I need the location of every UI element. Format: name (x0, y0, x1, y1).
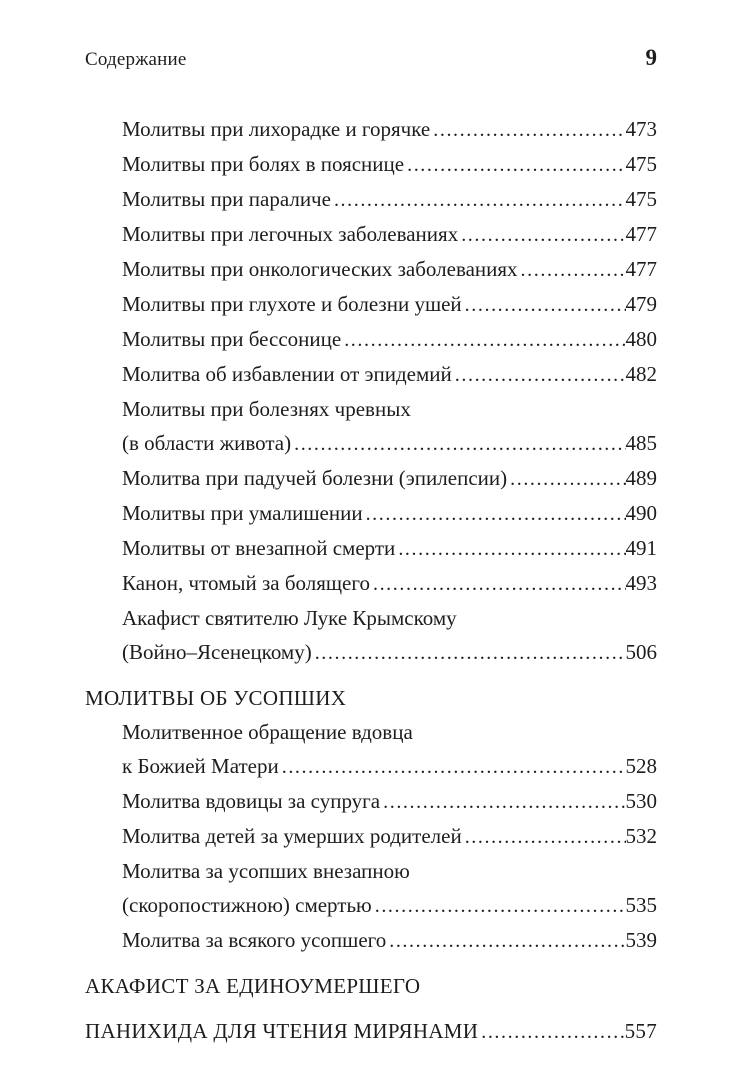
dot-leader (521, 252, 626, 287)
toc-entry-title: Акафист святителю Луке Крымскому (122, 606, 457, 630)
toc-page-number: 535 (625, 893, 657, 917)
toc-page-number: 528 (625, 754, 657, 778)
dot-leader (366, 496, 626, 531)
toc-entry (85, 392, 657, 461)
toc-entry (85, 252, 657, 287)
toc-entry-title: Молитва за всякого усопшего (122, 928, 387, 952)
dot-leader (389, 923, 625, 958)
toc-entry-line (122, 784, 657, 819)
toc-entry (85, 854, 657, 923)
toc-page-number: 479 (625, 292, 657, 316)
toc-page-number: 482 (625, 362, 657, 386)
dot-leader (510, 461, 625, 496)
toc-entry-line (122, 322, 657, 357)
page-number: 9 (645, 45, 657, 70)
toc-entry-title: МОЛИТВЫ ОБ УСОПШИХ (85, 686, 347, 710)
toc-page-number: 490 (625, 501, 657, 525)
toc-entry-line (122, 635, 657, 670)
dot-leader (383, 784, 625, 819)
toc-entry-line (122, 854, 657, 888)
toc-entry-title: Молитвенное обращение вдовца (122, 720, 413, 744)
toc-entry-title: Молитва об избавлении от эпидемий (122, 362, 452, 386)
dot-leader (373, 566, 626, 601)
toc-entry-title: ПАНИХИДА ДЛЯ ЧТЕНИЯ МИРЯНАМИ (85, 1019, 479, 1043)
toc-entry-title: Молитвы при параличе (122, 187, 331, 211)
toc-entry-line (122, 217, 657, 252)
toc-entry (85, 923, 657, 958)
toc-entry (85, 601, 657, 670)
toc-entry-line (122, 819, 657, 854)
dot-leader (294, 426, 625, 461)
toc-entry (85, 182, 657, 217)
toc-entry-line (122, 182, 657, 217)
toc-entry-line (122, 426, 657, 461)
toc-entry-title: Молитва за усопших внезапною (122, 859, 410, 883)
toc-entry-title: Молитва при падучей болезни (эпилепсии) (122, 466, 508, 490)
toc-entry (85, 461, 657, 496)
contents-heading: Содержание (85, 49, 187, 70)
toc-entry-line (122, 566, 657, 601)
toc-section-header (85, 681, 657, 715)
toc-page-number: 477 (625, 222, 657, 246)
dot-leader (375, 888, 626, 923)
toc-entry-title: Молитвы при умалишении (122, 501, 363, 525)
toc-list (85, 112, 657, 1049)
dot-leader (455, 357, 626, 392)
toc-entry-title: Молитвы при лихорадке и горячке (122, 117, 431, 141)
toc-entry-line (122, 496, 657, 531)
dot-leader (282, 749, 626, 784)
dot-leader (344, 322, 625, 357)
toc-entry-title: Молитва вдовицы за супруга (122, 789, 381, 813)
toc-entry-line (122, 461, 657, 496)
toc-entry-line (85, 681, 657, 715)
toc-entry-title: Молитва детей за умерших родителей (122, 824, 462, 848)
toc-entry-line (122, 749, 657, 784)
toc-entry-title: Молитвы при болях в пояснице (122, 152, 405, 176)
dot-leader (465, 819, 626, 854)
dot-leader (398, 531, 625, 566)
toc-entry-line (122, 531, 657, 566)
toc-entry (85, 217, 657, 252)
toc-page-number: 539 (625, 928, 657, 952)
toc-entry (85, 566, 657, 601)
toc-page-number: 530 (625, 789, 657, 813)
toc-entry-line (122, 888, 657, 923)
dot-leader (334, 182, 626, 217)
toc-page-number: 475 (625, 152, 657, 176)
toc-entry-line (85, 969, 657, 1003)
toc-section-header (85, 1014, 657, 1049)
toc-entry (85, 322, 657, 357)
toc-entry-line (122, 252, 657, 287)
toc-page-number: 506 (625, 640, 657, 664)
toc-entry-line (122, 601, 657, 635)
toc-entry-line (85, 1014, 657, 1049)
toc-page-number: 489 (625, 466, 657, 490)
toc-entry-title: к Божией Матери (122, 754, 279, 778)
toc-entry (85, 357, 657, 392)
toc-page-number: 473 (625, 117, 657, 141)
toc-entry-line (122, 715, 657, 749)
toc-entry-line (122, 287, 657, 322)
toc-section-header (85, 969, 657, 1003)
toc-page-number: 493 (625, 571, 657, 595)
toc-entry-line (122, 112, 657, 147)
toc-entry (85, 819, 657, 854)
toc-entry (85, 112, 657, 147)
toc-page-number: 475 (625, 187, 657, 211)
page-header (85, 44, 657, 74)
toc-entry-title: (скоропостижною) смертью (122, 893, 372, 917)
toc-page-number: 491 (625, 536, 657, 560)
toc-entry-title: Молитвы при легочных заболеваниях (122, 222, 459, 246)
toc-entry (85, 715, 657, 784)
dot-leader (315, 635, 626, 670)
toc-entry-line (122, 357, 657, 392)
toc-entry (85, 496, 657, 531)
toc-page-number: 477 (625, 257, 657, 281)
toc-entry-line (122, 147, 657, 182)
toc-entry-line (122, 392, 657, 426)
dot-leader (465, 287, 626, 322)
toc-page-number: 557 (624, 1019, 657, 1043)
dot-leader (461, 217, 625, 252)
toc-entry-title: АКАФИСТ ЗА ЕДИНОУМЕРШЕГО (85, 974, 421, 998)
toc-entry (85, 784, 657, 819)
toc-entry-line (122, 923, 657, 958)
dot-leader (481, 1014, 624, 1049)
toc-page-number: 485 (625, 431, 657, 455)
toc-page-number: 532 (625, 824, 657, 848)
toc-entry (85, 531, 657, 566)
toc-entry-title: Молитвы при глухоте и болезни ушей (122, 292, 462, 316)
toc-entry-title: (в области живота) (122, 431, 292, 455)
toc-entry (85, 287, 657, 322)
toc-entry-title: (Войно–Ясенецкому) (122, 640, 312, 664)
toc-entry-title: Молитвы при онкологических заболеваниях (122, 257, 518, 281)
toc-entry-title: Молитвы при болезнях чревных (122, 397, 411, 421)
toc-page-number: 480 (625, 327, 657, 351)
toc-entry-title: Молитвы от внезапной смерти (122, 536, 396, 560)
dot-leader (433, 112, 625, 147)
toc-entry (85, 147, 657, 182)
toc-entry-title: Молитвы при бессонице (122, 327, 342, 351)
toc-entry-title: Канон, чтомый за болящего (122, 571, 370, 595)
dot-leader (407, 147, 625, 182)
